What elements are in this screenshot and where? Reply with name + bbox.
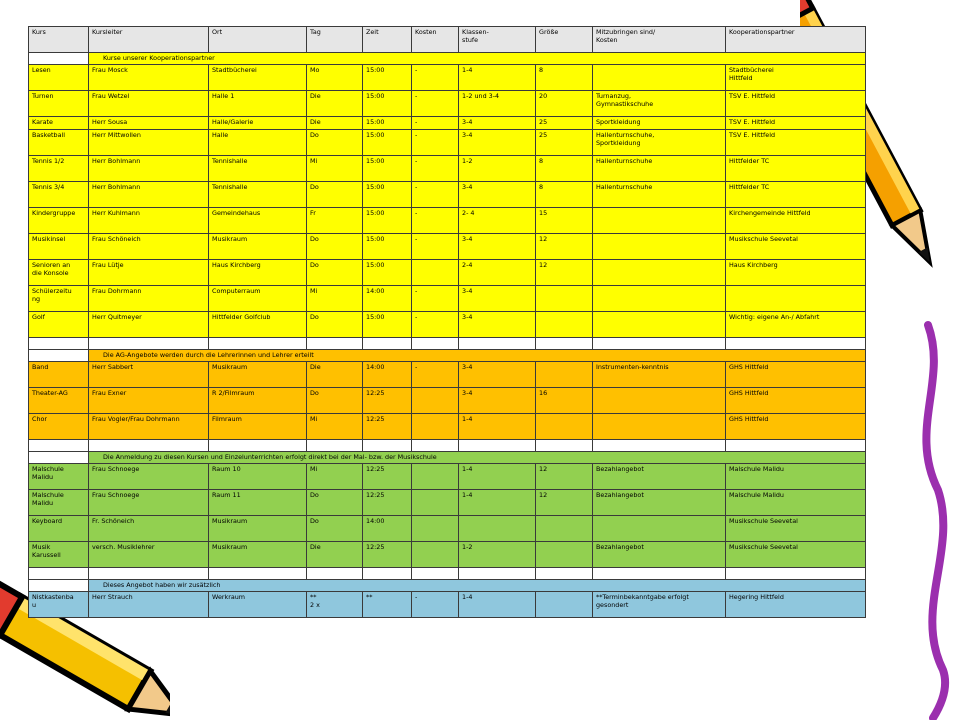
course-cell: Frau Schnoege <box>89 490 209 516</box>
empty-cell <box>459 440 536 452</box>
scribble-right-icon <box>888 320 960 720</box>
course-cell: Hittfelder TC <box>726 182 866 208</box>
course-cell: 1-4 <box>459 65 536 91</box>
empty-cell <box>459 568 536 580</box>
course-cell: Gemeindehaus <box>209 208 307 234</box>
course-cell: Herr Strauch <box>89 592 209 618</box>
course-cell: **Terminbekanntgabe erfolgt gesondert <box>593 592 726 618</box>
course-cell: Halle <box>209 130 307 156</box>
course-cell: Musikinsel <box>29 234 89 260</box>
course-cell: Herr Kuhlmann <box>89 208 209 234</box>
course-cell: Halle 1 <box>209 91 307 117</box>
empty-cell <box>726 338 866 350</box>
course-cell <box>593 234 726 260</box>
course-cell <box>593 65 726 91</box>
course-cell: Tennis 3/4 <box>29 182 89 208</box>
course-cell: - <box>412 156 459 182</box>
course-cell: Musikschule Seevetal <box>726 542 866 568</box>
empty-cell <box>209 568 307 580</box>
course-cell: 12 <box>536 260 593 286</box>
empty-cell <box>29 568 89 580</box>
section-indent-cell <box>29 452 89 464</box>
column-header: Kooperationspartner <box>726 27 866 53</box>
course-row <box>29 542 866 568</box>
course-cell: 12:25 <box>363 464 412 490</box>
course-row <box>29 312 866 338</box>
column-header: Kosten <box>412 27 459 53</box>
course-cell: Hittfelder TC <box>726 156 866 182</box>
course-cell: versch. Musiklehrer <box>89 542 209 568</box>
course-cell: Hegering Hittfeld <box>726 592 866 618</box>
course-cell: Frau Schnoege <box>89 464 209 490</box>
column-header: Tag <box>307 27 363 53</box>
course-cell: Do <box>307 490 363 516</box>
course-cell: Chor <box>29 414 89 440</box>
course-cell: 3-4 <box>459 117 536 130</box>
course-cell: - <box>412 592 459 618</box>
course-cell: Sportkleidung <box>593 117 726 130</box>
column-header: Kursleiter <box>89 27 209 53</box>
course-cell: - <box>412 91 459 117</box>
course-cell: Turnanzug, Gymnastikschuhe <box>593 91 726 117</box>
course-cell: Schülerzeitu ng <box>29 286 89 312</box>
course-cell: Theater-AG <box>29 388 89 414</box>
course-cell <box>412 542 459 568</box>
course-cell: 12 <box>536 234 593 260</box>
course-cell: Mi <box>307 464 363 490</box>
course-cell: 12 <box>536 464 593 490</box>
course-cell: Werkraum <box>209 592 307 618</box>
course-cell: ** <box>363 592 412 618</box>
course-cell: Herr Sousa <box>89 117 209 130</box>
course-cell: Bezahlangebot <box>593 490 726 516</box>
header-row <box>29 27 866 53</box>
course-cell: Frau Schöneich <box>89 234 209 260</box>
course-cell: 12 <box>536 490 593 516</box>
course-cell <box>536 592 593 618</box>
course-cell: Kindergruppe <box>29 208 89 234</box>
course-cell <box>412 260 459 286</box>
section-header-row <box>29 53 866 65</box>
empty-cell <box>307 440 363 452</box>
course-cell: Haus Kirchberg <box>726 260 866 286</box>
empty-cell <box>307 338 363 350</box>
course-row <box>29 130 866 156</box>
course-cell: 3-4 <box>459 130 536 156</box>
course-cell: - <box>412 130 459 156</box>
course-row <box>29 592 866 618</box>
empty-cell <box>459 338 536 350</box>
course-cell: 8 <box>536 65 593 91</box>
course-cell: Lesen <box>29 65 89 91</box>
course-cell: ** 2 x <box>307 592 363 618</box>
course-cell: 2- 4 <box>459 208 536 234</box>
empty-cell <box>726 568 866 580</box>
course-cell: Filmraum <box>209 414 307 440</box>
empty-cell <box>536 568 593 580</box>
section-title: Dieses Angebot haben wir zusätzlich <box>89 580 866 592</box>
course-cell: Herr Bohlmann <box>89 156 209 182</box>
course-cell: Herr Sabbert <box>89 362 209 388</box>
course-cell: 25 <box>536 117 593 130</box>
course-cell: 1-2 <box>459 542 536 568</box>
course-cell: Musikschule Seevetal <box>726 516 866 542</box>
course-cell: Hittfelder Golfclub <box>209 312 307 338</box>
course-table <box>28 26 866 618</box>
course-cell: Malschule Malidu <box>726 464 866 490</box>
column-header: Klassen- stufe <box>459 27 536 53</box>
course-cell <box>536 414 593 440</box>
course-cell: GHS Hittfeld <box>726 362 866 388</box>
section-title: Die Anmeldung zu diesen Kursen und Einzelunterrichten erfolgt direkt bei der Mal- bzw. der Musikschule <box>89 452 866 464</box>
course-cell: Musikraum <box>209 362 307 388</box>
course-cell: 16 <box>536 388 593 414</box>
spacer-row <box>29 568 866 580</box>
course-cell: Senioren an die Konsole <box>29 260 89 286</box>
course-cell: Die <box>307 542 363 568</box>
course-cell <box>536 362 593 388</box>
section-header-row <box>29 580 866 592</box>
empty-cell <box>726 440 866 452</box>
empty-cell <box>536 440 593 452</box>
course-cell <box>412 388 459 414</box>
empty-cell <box>593 440 726 452</box>
course-row <box>29 156 866 182</box>
course-cell: 15 <box>536 208 593 234</box>
course-cell: Musikraum <box>209 234 307 260</box>
empty-cell <box>593 338 726 350</box>
course-cell: - <box>412 286 459 312</box>
course-cell: 14:00 <box>363 516 412 542</box>
empty-cell <box>307 568 363 580</box>
course-cell: TSV E. Hittfeld <box>726 130 866 156</box>
section-title: Die AG-Angebote werden durch die Lehrerinnen und Lehrer erteilt <box>89 350 866 362</box>
section-header-row <box>29 350 866 362</box>
course-cell <box>536 312 593 338</box>
empty-cell <box>209 338 307 350</box>
course-cell: Herr Quitmeyer <box>89 312 209 338</box>
course-cell: 14:00 <box>363 362 412 388</box>
course-cell: 1-4 <box>459 414 536 440</box>
course-cell: 15:00 <box>363 312 412 338</box>
course-row <box>29 388 866 414</box>
course-cell: 3-4 <box>459 182 536 208</box>
course-cell: Keyboard <box>29 516 89 542</box>
course-cell: R 2/Filmraum <box>209 388 307 414</box>
course-cell: Tennishalle <box>209 156 307 182</box>
course-cell: Do <box>307 312 363 338</box>
course-cell: Karate <box>29 117 89 130</box>
course-cell <box>593 260 726 286</box>
course-cell: GHS Hittfeld <box>726 414 866 440</box>
course-cell <box>459 516 536 542</box>
course-row <box>29 414 866 440</box>
column-header: Mitzubringen sind/ Kosten <box>593 27 726 53</box>
course-row <box>29 286 866 312</box>
course-cell: Turnen <box>29 91 89 117</box>
course-cell: Mi <box>307 414 363 440</box>
course-cell: 3-4 <box>459 286 536 312</box>
course-cell: Hallenturnschuhe, Sportkleidung <box>593 130 726 156</box>
course-cell: Hallenturnschuhe <box>593 156 726 182</box>
course-cell: 15:00 <box>363 234 412 260</box>
course-cell: Mo <box>307 65 363 91</box>
section-title: Kurse unserer Kooperationspartner <box>89 53 866 65</box>
course-row <box>29 260 866 286</box>
empty-cell <box>363 440 412 452</box>
empty-cell <box>89 568 209 580</box>
course-cell: Frau Dohrmann <box>89 286 209 312</box>
course-cell: 3-4 <box>459 234 536 260</box>
course-cell: Die <box>307 117 363 130</box>
course-cell: - <box>412 208 459 234</box>
course-cell: Stadtbücherei Hittfeld <box>726 65 866 91</box>
course-cell: Basketball <box>29 130 89 156</box>
empty-cell <box>29 338 89 350</box>
course-cell: TSV E. Hittfeld <box>726 117 866 130</box>
course-cell: Frau Wetzel <box>89 91 209 117</box>
spacer-row <box>29 338 866 350</box>
course-cell: Mi <box>307 286 363 312</box>
course-cell: Kirchengemeinde Hittfeld <box>726 208 866 234</box>
course-row <box>29 91 866 117</box>
course-cell: 3-4 <box>459 312 536 338</box>
course-cell: - <box>412 117 459 130</box>
course-cell: 3-4 <box>459 388 536 414</box>
course-cell: 15:00 <box>363 182 412 208</box>
course-cell <box>536 286 593 312</box>
course-cell: Fr <box>307 208 363 234</box>
course-row <box>29 65 866 91</box>
empty-cell <box>89 440 209 452</box>
course-cell: 1-4 <box>459 490 536 516</box>
course-cell: Band <box>29 362 89 388</box>
course-row <box>29 208 866 234</box>
course-cell: 8 <box>536 182 593 208</box>
course-cell: Musikschule Seevetal <box>726 234 866 260</box>
course-cell: Tennis 1/2 <box>29 156 89 182</box>
course-cell: Computerraum <box>209 286 307 312</box>
course-cell: Musikraum <box>209 542 307 568</box>
course-cell: Haus Kirchberg <box>209 260 307 286</box>
course-cell: Tennishalle <box>209 182 307 208</box>
empty-cell <box>29 440 89 452</box>
course-cell: Frau Vogler/Frau Dohrmann <box>89 414 209 440</box>
course-cell: Bezahlangebot <box>593 464 726 490</box>
course-cell: Nistkastenba u <box>29 592 89 618</box>
section-indent-cell <box>29 53 89 65</box>
course-cell: 2-4 <box>459 260 536 286</box>
course-cell: 14:00 <box>363 286 412 312</box>
empty-cell <box>536 338 593 350</box>
empty-cell <box>89 338 209 350</box>
course-cell <box>412 490 459 516</box>
course-cell: Musikraum <box>209 516 307 542</box>
course-cell: Wichtig: eigene An-/ Abfahrt <box>726 312 866 338</box>
course-cell <box>412 464 459 490</box>
course-cell: Golf <box>29 312 89 338</box>
spacer-row <box>29 440 866 452</box>
course-cell: 25 <box>536 130 593 156</box>
course-cell: Die <box>307 362 363 388</box>
course-cell <box>593 312 726 338</box>
course-cell: 15:00 <box>363 260 412 286</box>
course-cell: Malschule Malidu <box>726 490 866 516</box>
course-cell: 15:00 <box>363 130 412 156</box>
course-cell: Hallenturnschuhe <box>593 182 726 208</box>
course-cell <box>593 414 726 440</box>
empty-cell <box>593 568 726 580</box>
course-cell: Raum 10 <box>209 464 307 490</box>
course-cell: Bezahlangebot <box>593 542 726 568</box>
course-cell <box>412 516 459 542</box>
course-cell: Mi <box>307 156 363 182</box>
course-cell <box>593 516 726 542</box>
course-cell: - <box>412 362 459 388</box>
course-cell: 1-2 <box>459 156 536 182</box>
empty-cell <box>209 440 307 452</box>
course-cell: 1-4 <box>459 592 536 618</box>
course-cell: 12:25 <box>363 414 412 440</box>
course-cell: - <box>412 312 459 338</box>
course-cell: Malschule Malidu <box>29 490 89 516</box>
course-cell: 12:25 <box>363 388 412 414</box>
section-indent-cell <box>29 580 89 592</box>
course-cell: Do <box>307 182 363 208</box>
course-cell <box>412 414 459 440</box>
course-cell: Musik Karussell <box>29 542 89 568</box>
column-header: Zeit <box>363 27 412 53</box>
empty-cell <box>363 338 412 350</box>
course-cell: 12:25 <box>363 542 412 568</box>
course-row <box>29 182 866 208</box>
course-cell: Raum 11 <box>209 490 307 516</box>
course-cell: Frau Lütje <box>89 260 209 286</box>
course-cell: 15:00 <box>363 65 412 91</box>
course-cell: - <box>412 234 459 260</box>
course-row <box>29 516 866 542</box>
course-cell <box>536 516 593 542</box>
column-header: Ort <box>209 27 307 53</box>
course-cell: Halle/Galerie <box>209 117 307 130</box>
course-cell <box>536 542 593 568</box>
course-cell: 3-4 <box>459 362 536 388</box>
course-row <box>29 464 866 490</box>
course-cell <box>593 286 726 312</box>
course-row <box>29 362 866 388</box>
course-cell: Frau Exner <box>89 388 209 414</box>
course-cell: Do <box>307 234 363 260</box>
course-cell: 12:25 <box>363 490 412 516</box>
course-cell: GHS Hittfeld <box>726 388 866 414</box>
course-cell: Fr. Schöneich <box>89 516 209 542</box>
course-cell: Do <box>307 130 363 156</box>
empty-cell <box>412 338 459 350</box>
course-cell: - <box>412 182 459 208</box>
column-header: Kurs <box>29 27 89 53</box>
course-cell <box>593 208 726 234</box>
course-cell: TSV E. Hittfeld <box>726 91 866 117</box>
course-cell: Stadtbücherei <box>209 65 307 91</box>
empty-cell <box>363 568 412 580</box>
course-cell: 8 <box>536 156 593 182</box>
course-cell: Frau Mosck <box>89 65 209 91</box>
course-cell: 1-2 und 3-4 <box>459 91 536 117</box>
course-cell: 15:00 <box>363 91 412 117</box>
course-cell: - <box>412 65 459 91</box>
course-cell: Herr Mittwollen <box>89 130 209 156</box>
course-cell: Herr Bohlmann <box>89 182 209 208</box>
course-cell: 20 <box>536 91 593 117</box>
course-cell: Do <box>307 516 363 542</box>
course-cell: Malschule Malidu <box>29 464 89 490</box>
course-row <box>29 117 866 130</box>
course-cell <box>593 388 726 414</box>
course-cell: Do <box>307 388 363 414</box>
course-cell: 15:00 <box>363 208 412 234</box>
course-cell: 15:00 <box>363 117 412 130</box>
course-cell: Do <box>307 260 363 286</box>
section-header-row <box>29 452 866 464</box>
course-cell <box>726 286 866 312</box>
section-indent-cell <box>29 350 89 362</box>
column-header: Größe <box>536 27 593 53</box>
course-cell: 1-4 <box>459 464 536 490</box>
empty-cell <box>412 568 459 580</box>
course-cell: Instrumenten-kenntnis <box>593 362 726 388</box>
course-cell: 15:00 <box>363 156 412 182</box>
course-row <box>29 234 866 260</box>
empty-cell <box>412 440 459 452</box>
course-row <box>29 490 866 516</box>
course-cell: Die <box>307 91 363 117</box>
